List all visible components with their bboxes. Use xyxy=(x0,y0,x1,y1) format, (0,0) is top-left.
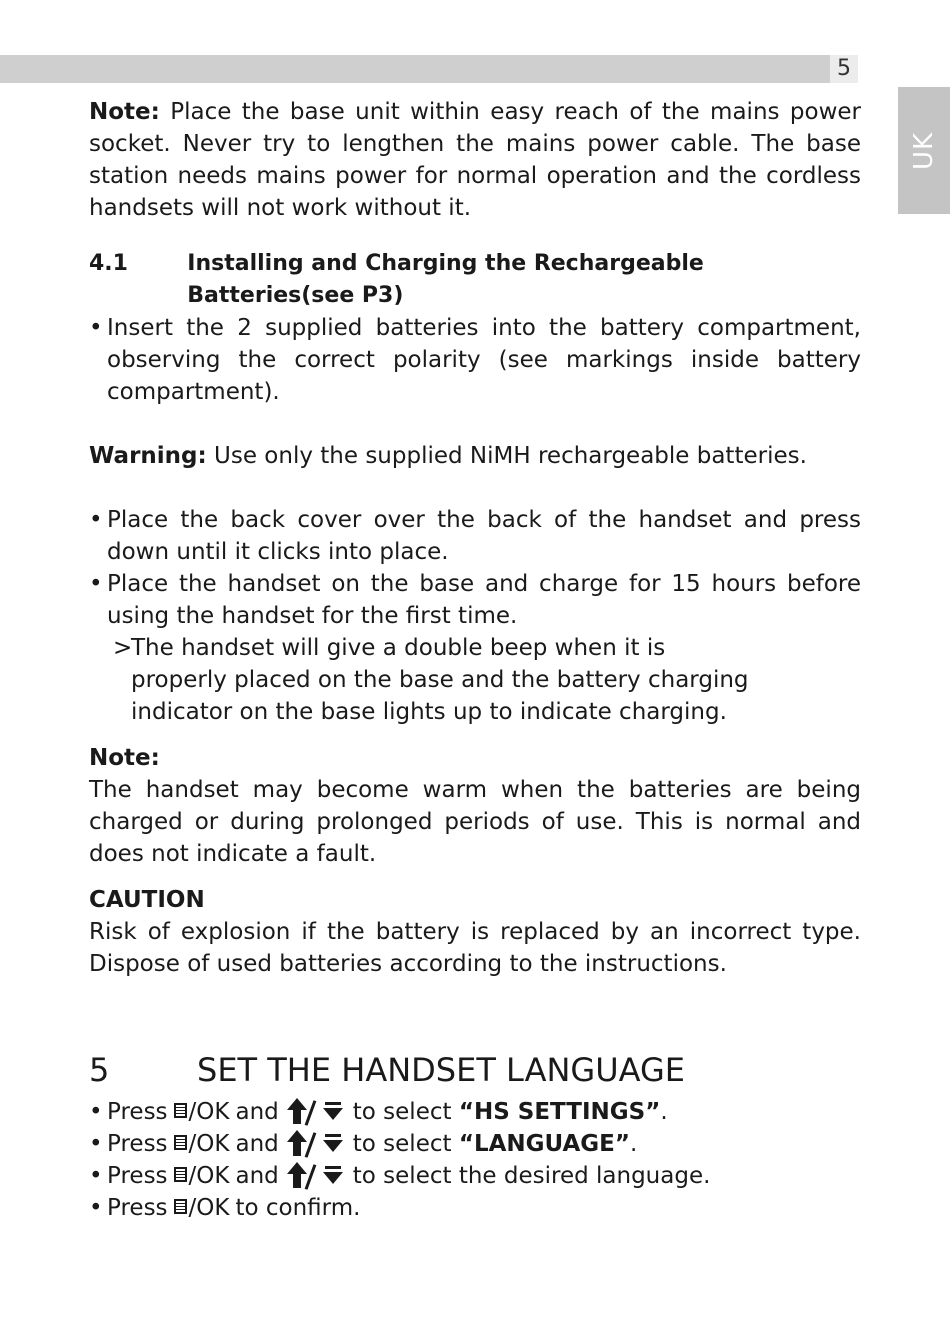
section-title: Installing and Charging the Rechargeable Batteries(see P3) xyxy=(187,251,704,308)
step-item xyxy=(89,1128,861,1160)
step-target: “HS SETTINGS” xyxy=(458,1099,661,1125)
step-press: Press xyxy=(107,1163,168,1189)
step-and: and xyxy=(235,1099,279,1125)
caution-label-line xyxy=(89,884,861,916)
step-key: /OK xyxy=(188,1163,230,1189)
note-paragraph xyxy=(89,96,861,224)
step-target: “LANGUAGE” xyxy=(458,1131,631,1157)
list-item xyxy=(89,312,861,408)
menu-icon xyxy=(174,1199,187,1214)
up-down-nav-icon xyxy=(287,1096,345,1128)
result-item xyxy=(113,632,753,728)
step-key: /OK xyxy=(188,1099,230,1125)
result-text: The handset will give a double beep when it is properly placed on the base and the battery charging indicator on the base lights up to indicate charging. xyxy=(131,635,749,725)
step-end: . xyxy=(630,1131,638,1157)
note-text: Place the base unit within easy reach of the mains power socket. Never try to lengthen the mains power cable. The base station needs mains power for normal operation and the cordless handsets will not work without it. xyxy=(89,99,861,221)
section-number: 4.1 xyxy=(89,251,128,276)
step-to: to select xyxy=(352,1099,459,1125)
bullet-dot: • xyxy=(89,1099,103,1125)
step-and: and xyxy=(235,1163,279,1189)
bullet-dot: • xyxy=(89,1195,103,1221)
section-4-1-heading xyxy=(89,248,861,312)
step-to: to confirm. xyxy=(235,1195,361,1221)
page-number: 5 xyxy=(830,55,858,83)
step-press: Press xyxy=(107,1099,168,1125)
warning-paragraph xyxy=(89,440,861,472)
step-item xyxy=(89,1096,861,1128)
list-item-text: Place the handset on the base and charge for 15 hours before using the handset for the first time. xyxy=(107,571,861,629)
warning-label: Warning: xyxy=(89,443,207,469)
bullet-dot: • xyxy=(89,315,103,341)
step-list xyxy=(89,1096,861,1224)
up-down-nav-icon xyxy=(287,1128,345,1160)
step-press: Press xyxy=(107,1131,168,1157)
menu-icon xyxy=(174,1167,187,1182)
list-item-text: Insert the 2 supplied batteries into the battery compartment, observing the correct polarity (see markings inside battery compartment). xyxy=(107,315,861,405)
warning-text: Use only the supplied NiMH rechargeable batteries. xyxy=(206,443,807,469)
list-item-text: Place the back cover over the back of the handset and press down until it clicks into place. xyxy=(107,507,861,565)
result-arrow: > xyxy=(113,635,133,661)
menu-icon xyxy=(174,1135,187,1150)
caution-label: CAUTION xyxy=(89,887,205,913)
page-content xyxy=(89,96,861,1224)
menu-icon xyxy=(174,1103,187,1118)
section-number: 5 xyxy=(89,1051,110,1089)
step-press: Press xyxy=(107,1195,168,1221)
note-2-text: The handset may become warm when the batteries are being charged or during prolonged periods of use. This is normal and does not indicate a fault. xyxy=(89,777,861,867)
bullet-dot: • xyxy=(89,571,103,597)
step-item xyxy=(89,1160,861,1192)
step-item xyxy=(89,1192,861,1224)
bullet-dot: • xyxy=(89,1163,103,1189)
list-item xyxy=(89,504,861,568)
bullet-dot: • xyxy=(89,1131,103,1157)
language-tab-label: UK xyxy=(909,131,939,170)
note-2-label: Note: xyxy=(89,745,160,771)
bullet-dot: • xyxy=(89,507,103,533)
language-tab xyxy=(898,87,950,214)
section-title: SET THE HANDSET LANGUAGE xyxy=(197,1051,685,1089)
note-label-2 xyxy=(89,742,861,774)
header-bar xyxy=(0,55,858,83)
section-5-heading xyxy=(89,1050,861,1090)
caution-text: Risk of explosion if the battery is replaced by an incorrect type. Dispose of used batteries according to the instructions. xyxy=(89,919,861,977)
step-to: to select xyxy=(352,1131,459,1157)
step-to: to select the desired language. xyxy=(352,1163,711,1189)
step-end: . xyxy=(660,1099,668,1125)
list-item xyxy=(89,568,861,632)
step-key: /OK xyxy=(188,1131,230,1157)
step-key: /OK xyxy=(188,1195,230,1221)
note-label: Note: xyxy=(89,99,160,125)
step-and: and xyxy=(235,1131,279,1157)
up-down-nav-icon xyxy=(287,1160,345,1192)
